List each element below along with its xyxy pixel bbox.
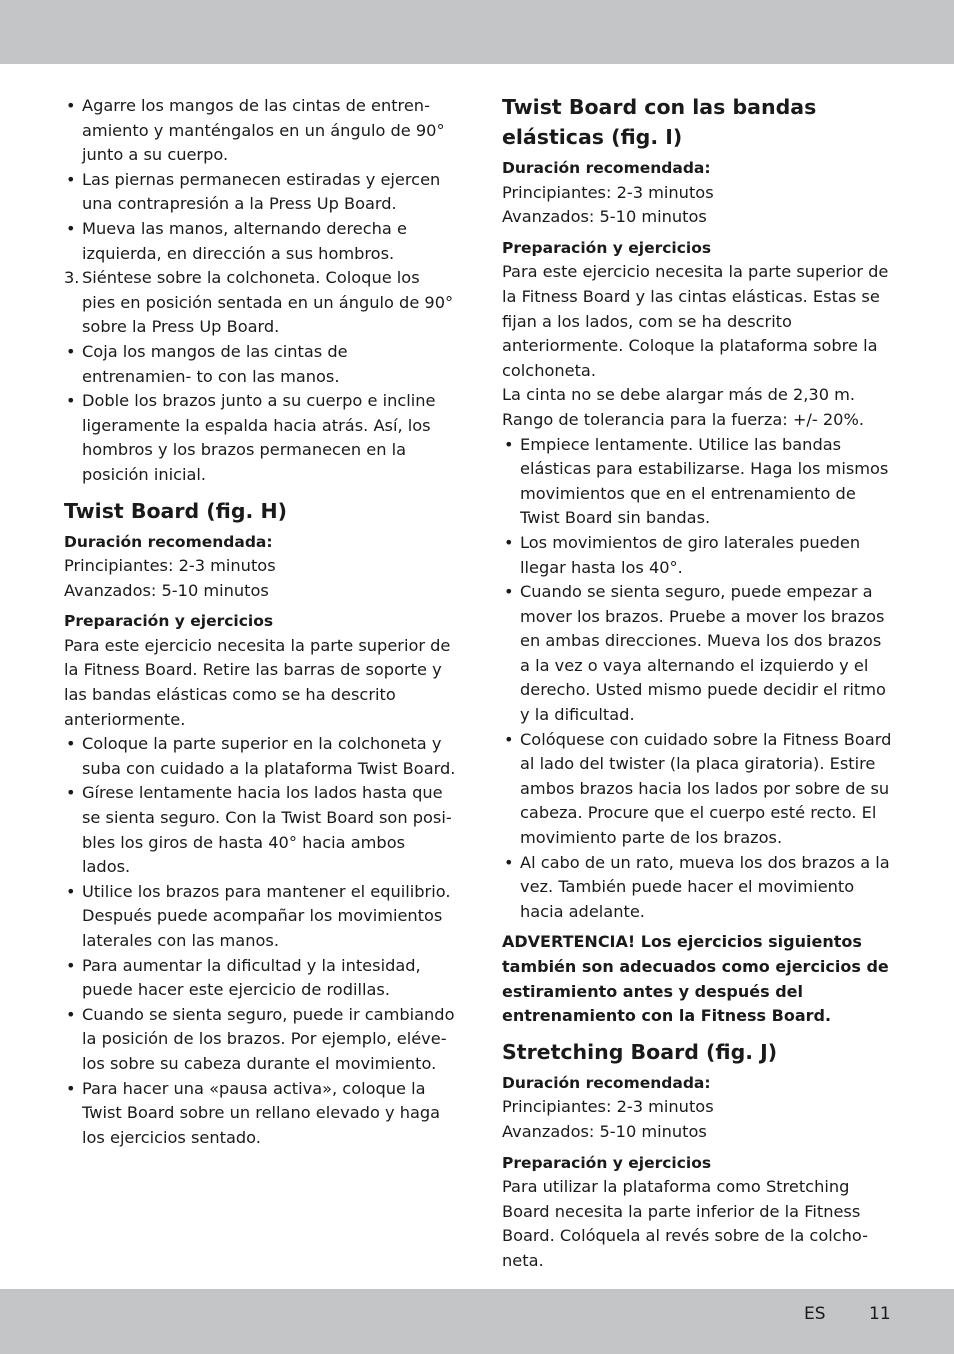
band-length-note: La cinta no se debe alargar más de 2,30 m. — [502, 385, 856, 405]
duration-label: Duración recomendada: — [502, 1073, 711, 1092]
list-item: • Coja los mangos de las cintas de entrenamien- to con las manos. — [66, 341, 348, 386]
list-item: • Agarre los mangos de las cintas de entren- amiento y manténgalos en un ángulo de 90° junto a su cuerpo. — [66, 96, 445, 165]
right-column — [502, 92, 896, 1274]
advanced-duration: Avanzados: 5-10 minutos — [502, 1121, 707, 1141]
duration-label: Duración recomendada: — [502, 159, 711, 177]
list-item: • Cuando se sienta seguro, puede empezar a mover los brazos. Pruebe a mover los brazos en ambas direcciones. Mueva los dos brazos a la vez o vaya alternando el izquierdo y el derecho. Usted mismo puede decidir el ritmo y la dificultad. — [504, 582, 886, 725]
section-heading-fig-i: Twist Board con las bandas elásticas (fig. I) — [502, 95, 817, 149]
left-column — [64, 94, 456, 1150]
warning-text: ADVERTENCIA! Los ejercicios siguientos también son adecuados como ejercicios de estiramiento antes y después del entrenamiento con la Fitness Board. — [502, 932, 889, 1026]
list-item: • Al cabo de un rato, mueva los dos brazos a la vez. También puede hacer el movimiento hacia adelante. — [504, 852, 890, 921]
beginners-duration: Principiantes: 2-3 minutos — [502, 182, 714, 202]
list-item: • Para hacer una «pausa activa», coloque la Twist Board sobre un rellano elevado y haga los ejercicios sentado. — [66, 1078, 441, 1147]
list-item: • Las piernas permanecen estiradas y ejercen una contrapresión a la Press Up Board. — [66, 169, 441, 214]
preparation-text: Para este ejercicio necesita la parte superior de la Fitness Board. Retire las barras de soporte y las bandas elásticas como se ha descrito anteriormente. — [64, 635, 451, 729]
list-item: • Empiece lentamente. Utilice las bandas elásticas para estabilizarse. Haga los mismos movimientos que en el entrenamiento de Twist Board sin bandas. — [504, 434, 889, 528]
advanced-duration: Avanzados: 5-10 minutos — [64, 580, 269, 600]
list-item: • Coloque la parte superior en la colchoneta y suba con cuidado a la plataforma Twist Board. — [66, 734, 456, 778]
list-item: • Doble los brazos junto a su cuerpo e incline ligeramente la espalda hacia atrás. Así, los hombros y los brazos permanecen en la posición inicial. — [66, 391, 436, 484]
page-number: 11 — [869, 1304, 891, 1324]
list-item: • Utilice los brazos para mantener el equilibrio. Después puede acompañar los movimientos laterales con las manos. — [66, 881, 451, 950]
advanced-duration: Avanzados: 5-10 minutos — [502, 207, 707, 227]
list-item: • Los movimientos de giro laterales pueden llegar hasta los 40°. — [504, 532, 861, 577]
beginners-duration: Principiantes: 2-3 minutos — [64, 556, 276, 576]
tolerance-note: Rango de tolerancia para la fuerza: +/- 20%. — [502, 409, 864, 429]
preparation-label: Preparación y ejercicios — [502, 1153, 712, 1172]
preparation-label: Preparación y ejercicios — [64, 612, 274, 631]
preparation-text: Para este ejercicio necesita la parte superior de la Fitness Board y las cintas elásticas. Estas se fijan a los lados, com se ha descrito anteriormente. Coloque la plataforma sobre la colchoneta. — [502, 262, 889, 380]
list-item: • Colóquese con cuidado sobre la Fitness Board al lado del twister (la placa giratoria). Estire ambos brazos hacia los lados por sobre de su cabeza. Procure que el cuerpo esté recto. El movimiento parte de los brazos. — [504, 729, 892, 848]
header-band — [0, 0, 954, 64]
duration-label: Duración recomendada: — [64, 532, 273, 551]
section-heading-fig-j: Stretching Board (fig. J) — [502, 1039, 778, 1064]
numbered-step: 3. Siéntese sobre la colchoneta. Coloque los pies en posición sentada en un ángulo de 90° sobre la Press Up Board. — [64, 268, 454, 337]
list-item: • Para aumentar la dificultad y la intesidad, puede hacer este ejercicio de rodillas. — [66, 955, 421, 1000]
section-heading-fig-h: Twist Board (fig. H) — [64, 498, 287, 523]
list-item: • Gírese lentamente hacia los lados hasta que se sienta seguro. Con la Twist Board son posi- bles los giros de hasta 40° hacia ambos lados. — [66, 783, 452, 877]
preparation-label: Preparación y ejercicios — [502, 238, 712, 257]
preparation-text: Para utilizar la plataforma como Stretching Board necesita la parte inferior de la Fitness Board. Colóquela al revés sobre de la colcho- neta. — [502, 1177, 868, 1270]
list-item: • Cuando se sienta seguro, puede ir cambiando la posición de los brazos. Por ejemplo, eléve- los sobre su cabeza durante el movimiento. — [66, 1004, 455, 1073]
list-item: • Mueva las manos, alternando derecha e izquierda, en dirección a sus hombros. — [66, 218, 407, 263]
language-code: ES — [804, 1304, 826, 1324]
beginners-duration: Principiantes: 2-3 minutos — [502, 1097, 714, 1117]
